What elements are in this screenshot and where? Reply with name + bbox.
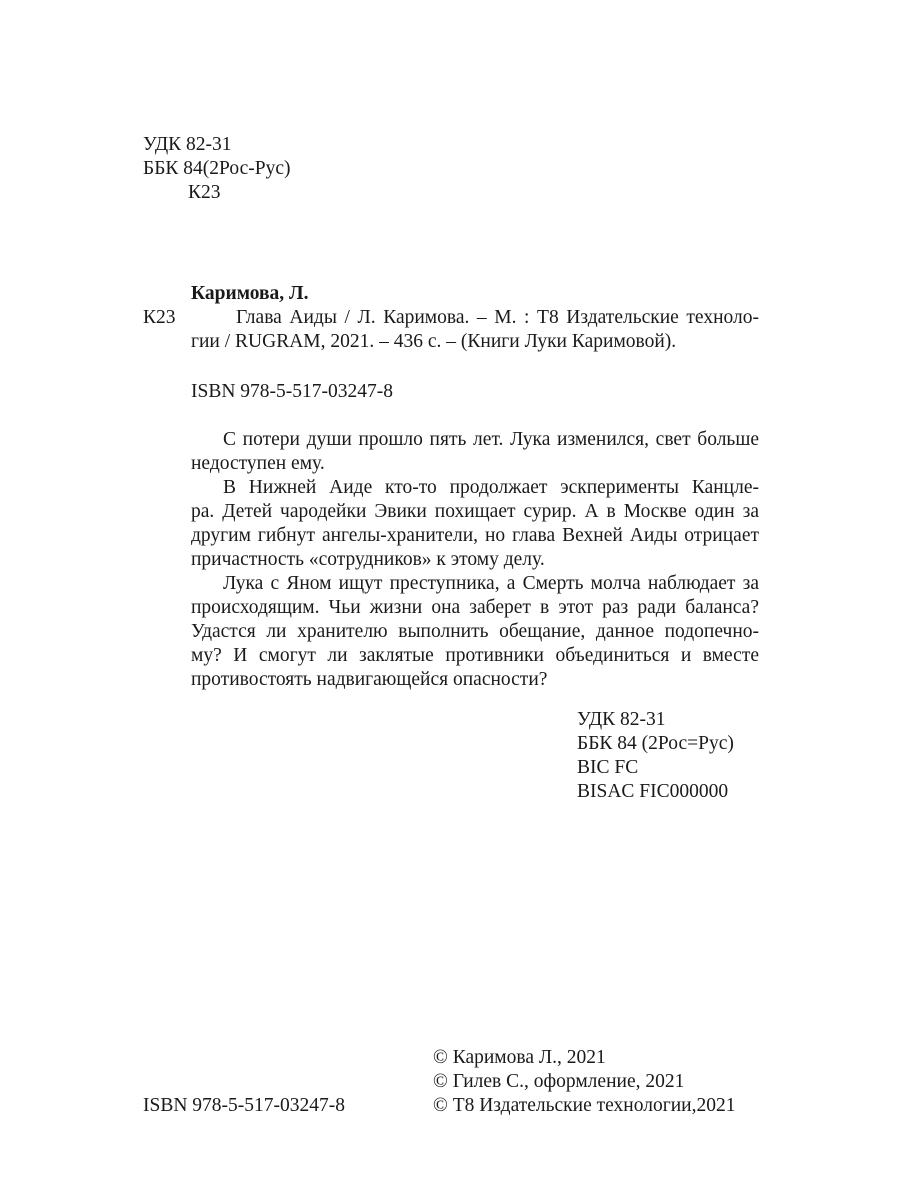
annotation-line: С потери души прошло пять лет. Лука изменился, свет больше <box>223 429 759 450</box>
bic-code: BIC FC <box>577 757 639 778</box>
annotation-line: происходящим. Чьи жизни она заберет в этот раз ради баланса? <box>191 597 759 618</box>
bisac-code: BISAC FIC000000 <box>577 781 729 802</box>
annotation-line: причастность «сотрудников» к этому делу. <box>191 549 545 570</box>
annotation <box>191 428 759 692</box>
catalog-author: Каримова, Л. <box>191 283 309 304</box>
copyright-line: © Т8 Издательские технологии,2021 <box>433 1095 736 1116</box>
classification-codes-bottom <box>577 708 734 804</box>
isbn-footer: ISBN 978-5-517-03247-8 <box>143 1095 346 1116</box>
copyright-line: © Каримова Л., 2021 <box>433 1047 606 1068</box>
copyright-line: © Гилев С., оформление, 2021 <box>433 1071 685 1092</box>
bibliographic-line: Глава Аиды / Л. Каримова. – М. : Т8 Издательские техноло- <box>236 307 759 328</box>
author-mark: К23 <box>188 182 221 203</box>
catalog-author-mark: К23 <box>143 307 176 328</box>
annotation-line: противостоять надвигающейся опасности? <box>191 669 548 690</box>
bibliographic-line: гии / RUGRAM, 2021. – 436 с. – (Книги Луки Каримовой). <box>191 331 677 352</box>
udk-code: УДК 82-31 <box>143 134 232 155</box>
copyright-block <box>433 1046 735 1118</box>
annotation-line: ра. Детей чародейки Эвики похищает сурир. А в Москве один за <box>191 501 759 522</box>
bbk-code: ББК 84(2Рос-Рус) <box>143 158 291 179</box>
annotation-line: Удастся ли хранителю выполнить обещание, данное подопечно- <box>191 621 759 642</box>
annotation-line: Лука с Яном ищут преступника, а Смерть молча наблюдает за <box>223 573 759 594</box>
annotation-line: другим гибнут ангелы-хранители, но глава Вехней Аиды отрицает <box>191 525 759 546</box>
udk-code: УДК 82-31 <box>577 709 666 730</box>
annotation-line: му? И смогут ли заклятые противники объединиться и вместе <box>191 645 759 666</box>
classification-codes-top <box>143 133 291 205</box>
annotation-line: В Нижней Аиде кто-то продолжает эскперименты Канцле- <box>223 477 759 498</box>
bbk-code: ББК 84 (2Рос=Рус) <box>577 733 734 754</box>
annotation-line: недоступен ему. <box>191 453 325 474</box>
isbn: ISBN 978-5-517-03247-8 <box>191 381 394 402</box>
bibliographic-description <box>191 306 759 354</box>
